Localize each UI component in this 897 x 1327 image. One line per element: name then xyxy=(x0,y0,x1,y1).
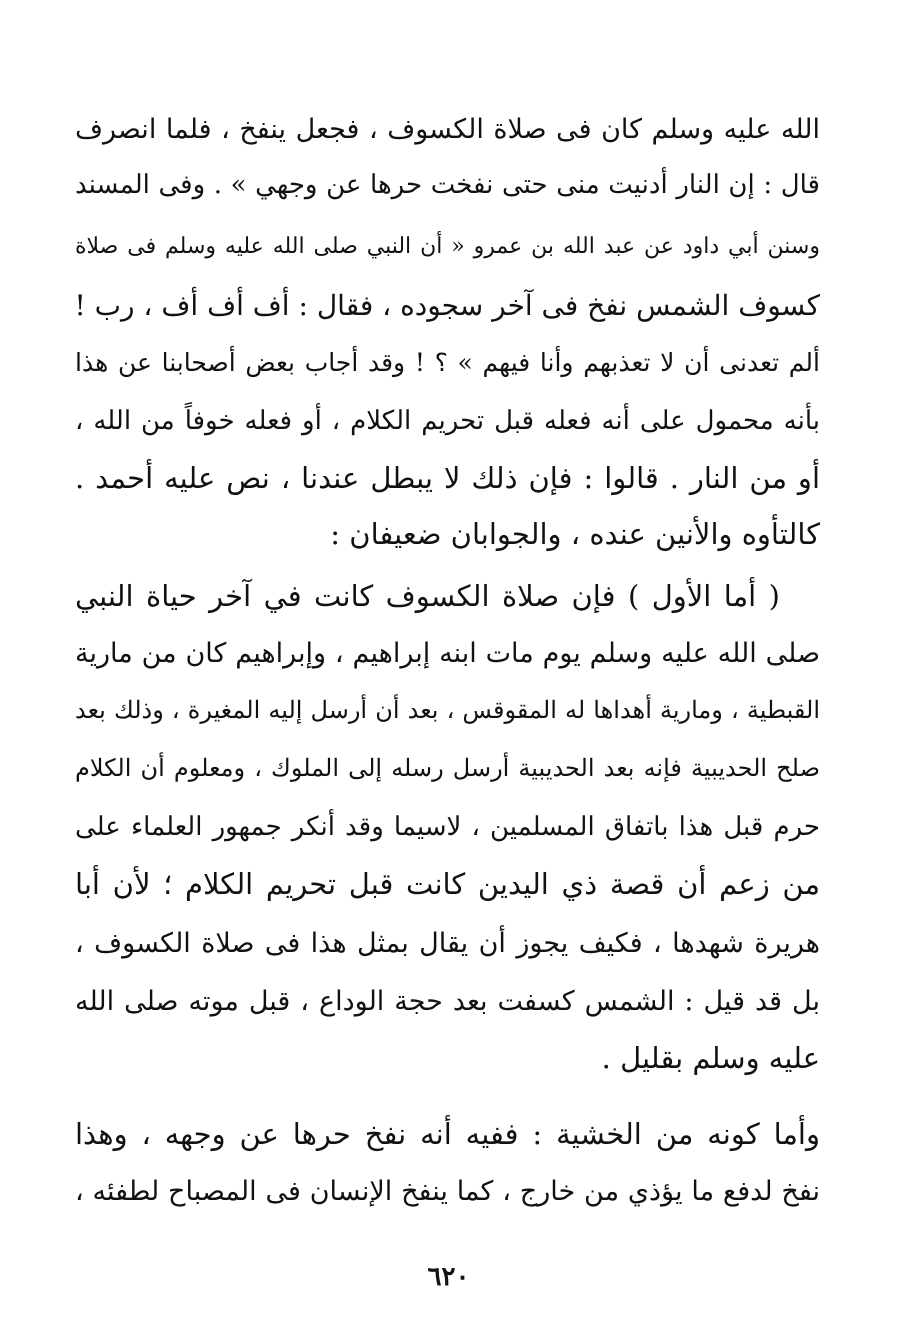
text-line: ( أما الأول ) فإن صلاة الكسوف كانت في آخر حياة النبي xyxy=(75,579,780,613)
text-line: صلى الله عليه وسلم يوم مات ابنه إبراهيم ، وإبراهيم كان من مارية xyxy=(75,638,820,669)
text-line: الله عليه وسلم كان فى صلاة الكسوف ، فجعل ينفخ ، فلما انصرف xyxy=(75,114,820,145)
page-number: ٦٢٠ xyxy=(427,1262,470,1292)
text-line: وأما كونه من الخشية : ففيه أنه نفخ حرها عن وجهه ، وهذا xyxy=(75,1117,820,1151)
text-line: صلح الحديبية فإنه بعد الحديبية أرسل رسله إلى الملوك ، ومعلوم أن الكلام xyxy=(75,754,820,782)
text-line: هريرة شهدها ، فكيف يجوز أن يقال بمثل هذا فى صلاة الكسوف ، xyxy=(75,928,820,959)
text-line: نفخ لدفع ما يؤذي من خارج ، كما ينفخ الإنسان فى المصباح لطفئه ، xyxy=(75,1176,820,1207)
text-line: قال : إن النار أدنيت منى حتى نفخت حرها عن وجهي » . وفى المسند xyxy=(75,170,820,200)
text-line: بل قد قيل : الشمس كسفت بعد حجة الوداع ، قبل موته صلى الله xyxy=(75,986,820,1017)
text-line: كالتأوه والأنين عنده ، والجوابان ضعيفان : xyxy=(330,517,820,551)
text-line: أو من النار . قالوا : فإن ذلك لا يبطل عندنا ، نص عليه أحمد . xyxy=(75,461,820,495)
text-line: عليه وسلم بقليل . xyxy=(601,1041,820,1075)
text-line: وسنن أبي داود عن عبد الله بن عمرو « أن النبي صلى الله عليه وسلم فى صلاة xyxy=(75,234,820,259)
text-line: ألم تعدنى أن لا تعذبهم وأنا فيهم » ؟ ! وقد أجاب بعض أصحابنا عن هذا xyxy=(75,348,820,377)
text-line: بأنه محمول على أنه فعله قبل تحريم الكلام ، أو فعله خوفاً من الله ، xyxy=(75,406,820,436)
text-line: القبطية ، ومارية أهداها له المقوقس ، بعد أن أرسل إليه المغيرة ، وذلك بعد xyxy=(75,696,820,724)
text-line: كسوف الشمس نفخ فى آخر سجوده ، فقال : أف أف أف ، رب ! xyxy=(74,289,820,322)
text-line: من زعم أن قصة ذي اليدين كانت قبل تحريم الكلام ؛ لأن أبا xyxy=(75,867,820,901)
text-line: حرم قبل هذا باتفاق المسلمين ، لاسيما وقد أنكر جمهور العلماء على xyxy=(75,812,820,842)
